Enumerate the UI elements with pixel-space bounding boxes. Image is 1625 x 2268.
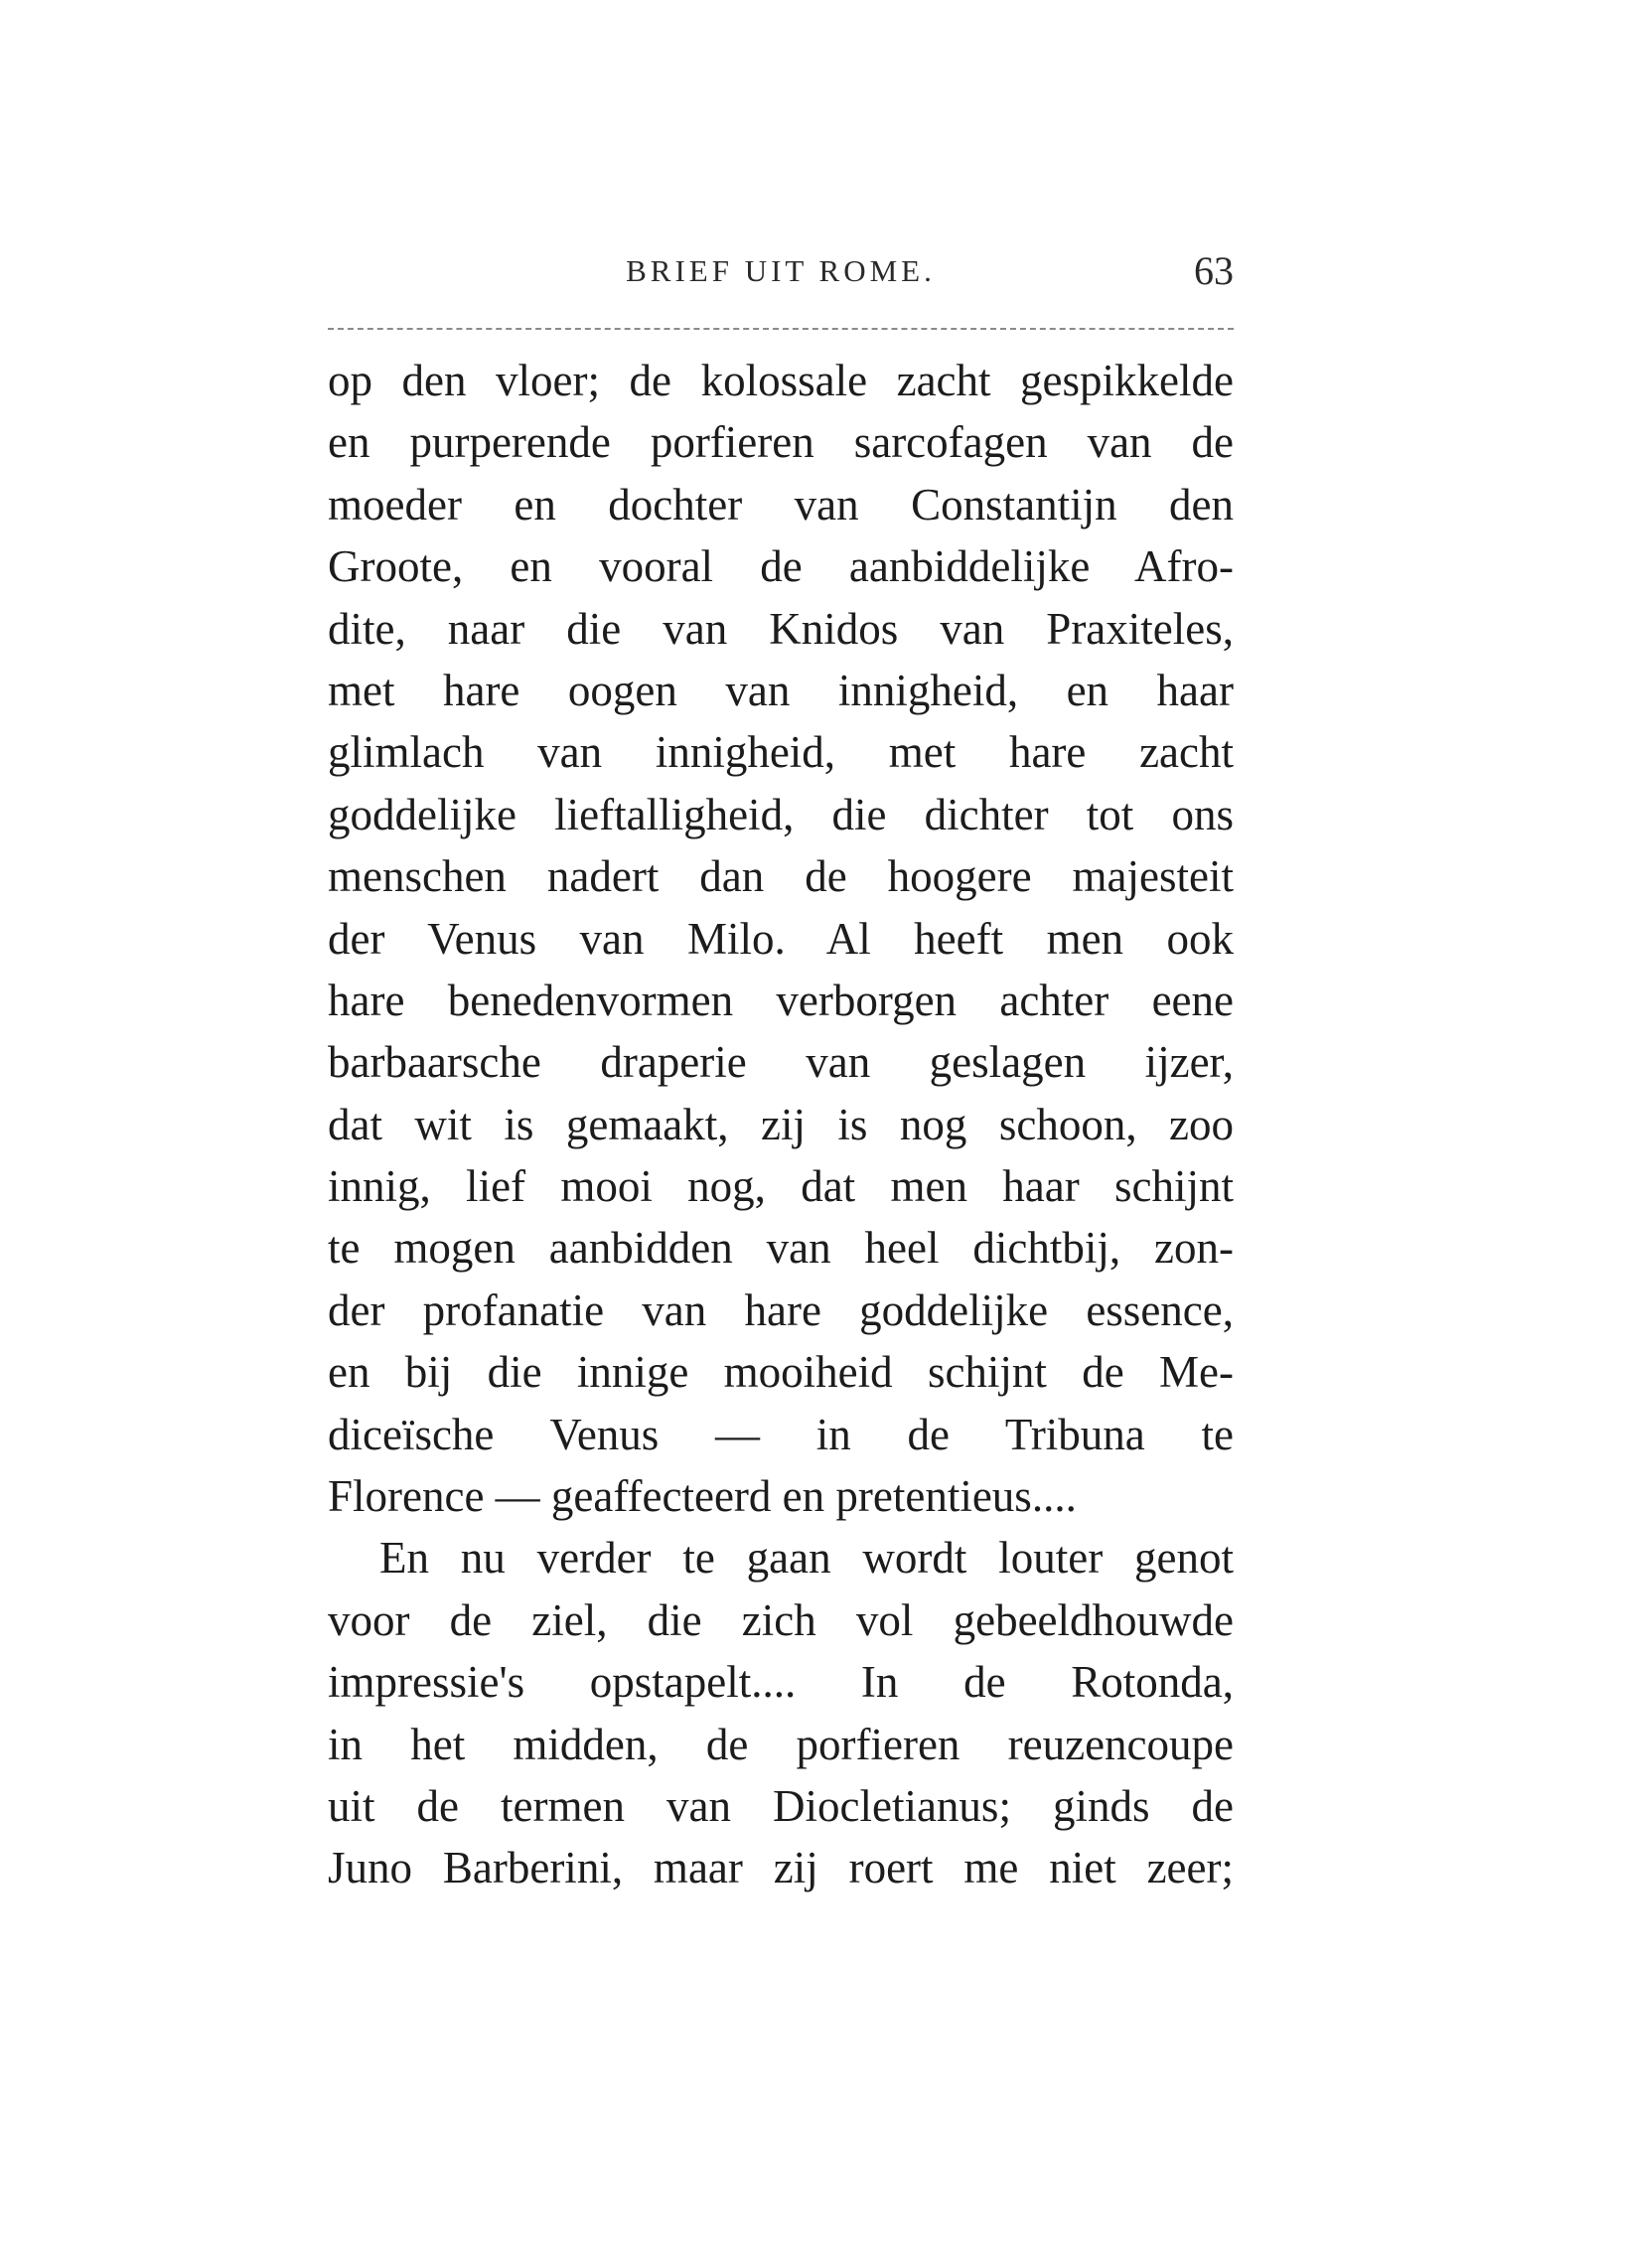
running-title: BRIEF UIT ROME. [626, 253, 936, 288]
paragraph-start-line: En nu verder te gaan wordt louter genot [379, 1533, 1234, 1584]
text-line: Florence — geaffecteerd en pretentieus.... [328, 1471, 1077, 1522]
text-line: glimlach van innigheid, met hare zacht [328, 727, 1234, 778]
text-line: dat wit is gemaakt, zij is nog schoon, zoo [328, 1099, 1234, 1149]
text-line: voor de ziel, die zich vol gebeeldhouwde [328, 1594, 1234, 1645]
text-line: dite, naar die van Knidos van Praxiteles, [328, 603, 1234, 654]
text-line: en bij die innige mooiheid schijnt de Me- [328, 1347, 1234, 1398]
text-line: uit de termen van Diocletianus; ginds de [328, 1780, 1234, 1831]
text-line: impressie's opstapelt.... In de Rotonda, [328, 1657, 1234, 1708]
text-line: menschen nadert dan de hoogere majesteit [328, 851, 1234, 902]
text-line: der profanatie van hare goddelijke essence, [328, 1285, 1234, 1335]
text-line: op den vloer; de kolossale zacht gespikkelde [328, 356, 1234, 405]
text-line: hare benedenvormen verborgen achter eene [328, 975, 1234, 1025]
text-line: innig, lief mooi nog, dat men haar schijnt [328, 1161, 1234, 1212]
text-line: in het midden, de porfieren reuzencoupe [328, 1719, 1234, 1769]
text-line: barbaarsche draperie van geslagen ijzer, [328, 1037, 1234, 1088]
text-line: Groote, en vooral de aanbiddelijke Afro- [328, 541, 1234, 592]
text-line: goddelijke lieftalligheid, die dichter tot ons [328, 789, 1234, 839]
text-line: te mogen aanbidden van heel dichtbij, zon- [328, 1223, 1234, 1274]
running-head [328, 248, 1234, 313]
header-rule [328, 328, 1234, 330]
text-line: Juno Barberini, maar zij roert me niet zeer; [328, 1843, 1234, 1893]
text-line: der Venus van Milo. Al heeft men ook [328, 913, 1234, 964]
text-line: moeder en dochter van Constantijn den [328, 479, 1234, 529]
text-line: en purperende porfieren sarcofagen van de [328, 417, 1234, 468]
text-line: met hare oogen van innigheid, en haar [328, 665, 1234, 715]
text-line: diceïsche Venus — in de Tribuna te [328, 1409, 1234, 1459]
body-text [328, 350, 1234, 1899]
page-number: 63 [1194, 248, 1234, 293]
